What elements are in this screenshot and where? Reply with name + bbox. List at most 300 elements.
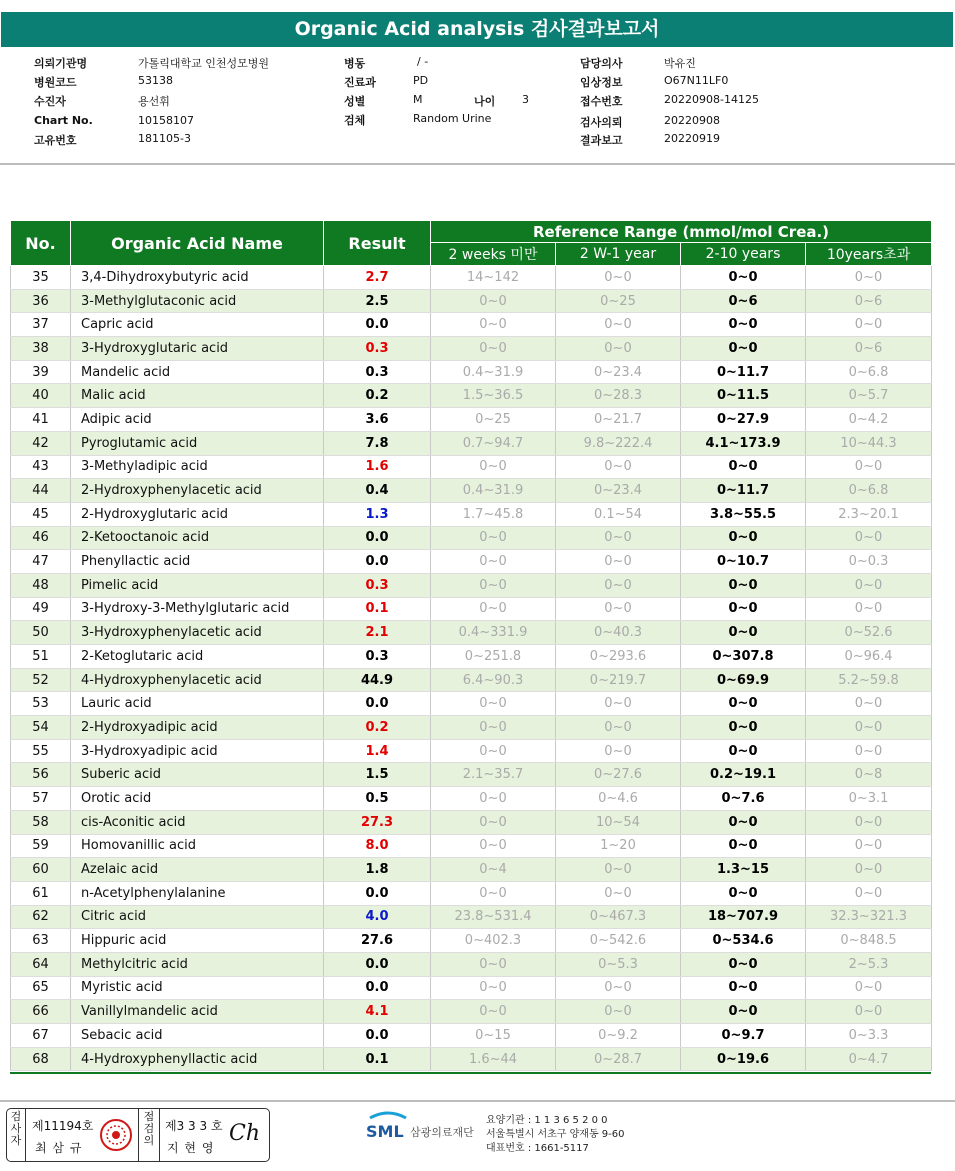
table-row	[11, 455, 932, 479]
ref-range-2w1y: 0~0	[556, 716, 681, 740]
report-date-value: 20220919	[664, 132, 720, 145]
ref-range-2w: 0~0	[431, 289, 556, 313]
row-number: 35	[11, 266, 71, 290]
ref-range-10y-plus: 0~0	[806, 455, 932, 479]
result-value: 0.0	[324, 526, 431, 550]
ref-range-2-10y: 3.8~55.5	[681, 502, 806, 526]
age-value: 3	[522, 93, 529, 106]
ref-range-2w: 0~0	[431, 550, 556, 574]
ref-range-2w: 0~0	[431, 455, 556, 479]
result-value: 0.0	[324, 550, 431, 574]
ref-range-2w1y: 0~40.3	[556, 621, 681, 645]
acid-name: cis-Aconitic acid	[71, 810, 324, 834]
ref-range-2-10y: 0~0	[681, 716, 806, 740]
ref-range-2-10y: 0.2~19.1	[681, 763, 806, 787]
table-row	[11, 858, 932, 882]
ref-range-2w1y: 0~219.7	[556, 668, 681, 692]
row-number: 63	[11, 929, 71, 953]
result-value: 1.5	[324, 763, 431, 787]
ref-range-2-10y: 0~534.6	[681, 929, 806, 953]
ref-range-2w: 0~0	[431, 810, 556, 834]
ref-range-10y-plus: 0~6	[806, 289, 932, 313]
unique-label: 고유번호	[34, 134, 77, 147]
acid-name: 3,4-Dihydroxybutyric acid	[71, 266, 324, 290]
hospital-label: 의뢰기관명	[34, 57, 88, 70]
acid-name: Capric acid	[71, 313, 324, 337]
ref-range-10y-plus: 2~5.3	[806, 952, 932, 976]
result-value: 1.4	[324, 739, 431, 763]
report-title: Organic Acid analysis 검사결과보고서	[1, 12, 953, 47]
sig-divider	[25, 1109, 26, 1161]
patient-value: 용선휘	[138, 95, 170, 108]
ward-label: 병동	[344, 57, 366, 70]
acid-name: Sebacic acid	[71, 1024, 324, 1048]
ref-range-2w: 0~0	[431, 337, 556, 361]
acid-name: 3-Hydroxyadipic acid	[71, 739, 324, 763]
table-row	[11, 313, 932, 337]
row-number: 54	[11, 716, 71, 740]
acid-name: Citric acid	[71, 905, 324, 929]
table-row	[11, 408, 932, 432]
row-number: 66	[11, 1000, 71, 1024]
ref-range-2-10y: 0~0	[681, 266, 806, 290]
ref-range-2w1y: 0.1~54	[556, 502, 681, 526]
result-value: 1.8	[324, 858, 431, 882]
table-row	[11, 621, 932, 645]
ref-range-2w: 0~0	[431, 526, 556, 550]
ref-range-2w1y: 0~28.7	[556, 1047, 681, 1071]
footer-divider	[0, 1100, 955, 1102]
ref-range-2w1y: 0~293.6	[556, 645, 681, 669]
ref-range-10y-plus: 0~3.3	[806, 1024, 932, 1048]
ref-range-2-10y: 0~0	[681, 337, 806, 361]
ref-range-10y-plus: 0~0	[806, 739, 932, 763]
signature: Ch	[229, 1121, 261, 1146]
result-value: 1.3	[324, 502, 431, 526]
header-divider	[0, 163, 955, 165]
ref-range-10y-plus: 10~44.3	[806, 431, 932, 455]
result-value: 0.3	[324, 573, 431, 597]
row-number: 61	[11, 881, 71, 905]
result-value: 2.1	[324, 621, 431, 645]
table-row	[11, 929, 932, 953]
ref-range-10y-plus: 0~8	[806, 763, 932, 787]
result-value: 0.3	[324, 645, 431, 669]
ref-range-2w1y: 0~23.4	[556, 360, 681, 384]
ref-range-2-10y: 0~0	[681, 692, 806, 716]
ref-range-2w: 0~0	[431, 1000, 556, 1024]
acid-name: 2-Hydroxyphenylacetic acid	[71, 479, 324, 503]
ref-range-2-10y: 0~0	[681, 739, 806, 763]
patient-label: 수진자	[34, 95, 66, 108]
table-row	[11, 597, 932, 621]
table-bottom-rule	[10, 1072, 931, 1074]
ref-range-10y-plus: 0~0	[806, 313, 932, 337]
checker-number: 제3 3 3 호	[165, 1119, 223, 1133]
acid-name: Mandelic acid	[71, 360, 324, 384]
row-number: 65	[11, 976, 71, 1000]
ref-range-10y-plus: 0~0	[806, 526, 932, 550]
ref-range-10y-plus: 2.3~20.1	[806, 502, 932, 526]
row-number: 44	[11, 479, 71, 503]
ref-range-10y-plus: 0~96.4	[806, 645, 932, 669]
signature-box	[6, 1108, 270, 1162]
ref-range-2-10y: 0~0	[681, 313, 806, 337]
ref-col-header: 2 W-1 year	[556, 243, 681, 266]
ref-range-2w: 6.4~90.3	[431, 668, 556, 692]
acid-name: 4-Hydroxyphenylacetic acid	[71, 668, 324, 692]
acid-name: 2-Ketooctanoic acid	[71, 526, 324, 550]
ref-range-2-10y: 0~0	[681, 455, 806, 479]
examiner-label: 검사자	[10, 1110, 22, 1147]
ref-range-2w: 0~251.8	[431, 645, 556, 669]
row-number: 39	[11, 360, 71, 384]
ref-range-2-10y: 0~69.9	[681, 668, 806, 692]
ref-range-2w: 0~0	[431, 573, 556, 597]
row-number: 58	[11, 810, 71, 834]
table-row	[11, 479, 932, 503]
ref-range-10y-plus: 0~5.7	[806, 384, 932, 408]
table-row	[11, 763, 932, 787]
result-value: 0.1	[324, 597, 431, 621]
ref-range-2w1y: 0~0	[556, 337, 681, 361]
ref-range-2-10y: 0~27.9	[681, 408, 806, 432]
ref-range-10y-plus: 0~6	[806, 337, 932, 361]
ref-range-10y-plus: 0~0	[806, 834, 932, 858]
acid-name: Lauric acid	[71, 692, 324, 716]
row-number: 57	[11, 787, 71, 811]
ref-range-2-10y: 0~7.6	[681, 787, 806, 811]
table-row	[11, 337, 932, 361]
result-value: 1.6	[324, 455, 431, 479]
ref-range-2w: 0~0	[431, 834, 556, 858]
dept-value: PD	[413, 74, 429, 87]
col-ref-header: Reference Range (mmol/mol Crea.)	[431, 221, 932, 243]
ref-range-10y-plus: 0~0	[806, 976, 932, 1000]
ref-range-2-10y: 0~11.7	[681, 360, 806, 384]
clinical-label: 임상정보	[580, 76, 623, 89]
result-value: 0.2	[324, 716, 431, 740]
row-number: 46	[11, 526, 71, 550]
table-row	[11, 1000, 932, 1024]
chart-value: 10158107	[138, 114, 194, 127]
result-value: 4.0	[324, 905, 431, 929]
ref-range-2w: 0~25	[431, 408, 556, 432]
ref-range-2-10y: 0~0	[681, 810, 806, 834]
row-number: 45	[11, 502, 71, 526]
ref-range-2w: 0~4	[431, 858, 556, 882]
table-row	[11, 834, 932, 858]
acid-name: Azelaic acid	[71, 858, 324, 882]
ref-range-2w1y: 0~0	[556, 692, 681, 716]
ref-range-10y-plus: 0~0	[806, 858, 932, 882]
table-row	[11, 976, 932, 1000]
result-value: 0.0	[324, 881, 431, 905]
sig-divider	[159, 1109, 160, 1161]
row-number: 36	[11, 289, 71, 313]
ref-range-2w1y: 0~23.4	[556, 479, 681, 503]
result-value: 0.0	[324, 692, 431, 716]
col-no-header: No.	[11, 221, 71, 266]
checker-label: 점검의	[143, 1110, 155, 1147]
ref-range-2w: 0~15	[431, 1024, 556, 1048]
request-value: 20220908	[664, 114, 720, 127]
result-value: 0.0	[324, 952, 431, 976]
table-row	[11, 431, 932, 455]
ref-col-header: 2-10 years	[681, 243, 806, 266]
row-number: 60	[11, 858, 71, 882]
result-value: 8.0	[324, 834, 431, 858]
acid-name: Orotic acid	[71, 787, 324, 811]
ref-range-2-10y: 0~6	[681, 289, 806, 313]
acid-name: 3-Methylglutaconic acid	[71, 289, 324, 313]
ref-range-2w1y: 0~0	[556, 976, 681, 1000]
ref-range-2w: 0~402.3	[431, 929, 556, 953]
sex-value: M	[413, 93, 423, 106]
result-value: 7.8	[324, 431, 431, 455]
result-value: 0.3	[324, 337, 431, 361]
address: 서울특별시 서초구 양재동 9-60	[486, 1129, 625, 1140]
hospital-value: 가톨릭대학교 인천성모병원	[138, 57, 270, 70]
table-row	[11, 881, 932, 905]
ref-range-10y-plus: 0~0	[806, 1000, 932, 1024]
row-number: 62	[11, 905, 71, 929]
ref-range-2w: 0.4~31.9	[431, 360, 556, 384]
acid-name: n-Acetylphenylalanine	[71, 881, 324, 905]
acid-name: Adipic acid	[71, 408, 324, 432]
acid-name: 3-Hydroxy-3-Methylglutaric acid	[71, 597, 324, 621]
ref-range-2w: 0~0	[431, 313, 556, 337]
acid-name: Vanillylmandelic acid	[71, 1000, 324, 1024]
row-number: 40	[11, 384, 71, 408]
table-row	[11, 384, 932, 408]
ref-range-2w1y: 0~28.3	[556, 384, 681, 408]
ref-range-2-10y: 4.1~173.9	[681, 431, 806, 455]
request-label: 검사의뢰	[580, 116, 623, 129]
ref-range-2-10y: 0~0	[681, 952, 806, 976]
org-name: 삼광의료재단	[410, 1126, 474, 1139]
ref-range-2w1y: 0~0	[556, 739, 681, 763]
acid-name: Homovanillic acid	[71, 834, 324, 858]
table-row	[11, 573, 932, 597]
ref-range-10y-plus: 0~52.6	[806, 621, 932, 645]
ref-range-2-10y: 0~11.5	[681, 384, 806, 408]
ref-range-10y-plus: 0~0	[806, 810, 932, 834]
doctor-label: 담당의사	[580, 57, 623, 70]
acid-name: Malic acid	[71, 384, 324, 408]
ref-range-2w1y: 0~0	[556, 526, 681, 550]
row-number: 51	[11, 645, 71, 669]
code-label: 병원코드	[34, 76, 77, 89]
ref-range-10y-plus: 32.3~321.3	[806, 905, 932, 929]
row-number: 55	[11, 739, 71, 763]
ref-range-2w1y: 0~21.7	[556, 408, 681, 432]
result-value: 0.0	[324, 976, 431, 1000]
acid-name: 3-Methyladipic acid	[71, 455, 324, 479]
ref-range-10y-plus: 0~0	[806, 716, 932, 740]
row-number: 43	[11, 455, 71, 479]
ref-range-10y-plus: 0~0	[806, 692, 932, 716]
table-row	[11, 289, 932, 313]
ref-range-10y-plus: 0~4.7	[806, 1047, 932, 1071]
result-value: 0.0	[324, 313, 431, 337]
result-value: 2.7	[324, 266, 431, 290]
age-label: 나이	[474, 95, 496, 108]
ref-range-2w1y: 0~0	[556, 573, 681, 597]
ref-range-2w: 0~0	[431, 787, 556, 811]
ref-range-2w1y: 0~0	[556, 858, 681, 882]
table-row	[11, 905, 932, 929]
org-contact	[486, 1114, 625, 1156]
table-row	[11, 739, 932, 763]
ref-range-10y-plus: 0~6.8	[806, 360, 932, 384]
row-number: 53	[11, 692, 71, 716]
table-row	[11, 1024, 932, 1048]
ref-col-header: 2 weeks 미만	[431, 243, 556, 266]
row-number: 41	[11, 408, 71, 432]
checker-name: 지 현 영	[167, 1141, 215, 1155]
result-value: 0.5	[324, 787, 431, 811]
ref-range-2w: 0.4~331.9	[431, 621, 556, 645]
ref-range-2w: 14~142	[431, 266, 556, 290]
table-row	[11, 787, 932, 811]
ref-range-2w1y: 1~20	[556, 834, 681, 858]
chart-label: Chart No.	[34, 114, 93, 127]
result-value: 44.9	[324, 668, 431, 692]
acid-name: 3-Hydroxyphenylacetic acid	[71, 621, 324, 645]
ref-range-2w: 0.7~94.7	[431, 431, 556, 455]
ref-range-2-10y: 0~19.6	[681, 1047, 806, 1071]
table-row	[11, 810, 932, 834]
specimen-label: 검체	[344, 114, 366, 127]
acid-name: Pimelic acid	[71, 573, 324, 597]
ref-range-2-10y: 0~0	[681, 621, 806, 645]
code-value: 53138	[138, 74, 173, 87]
report-date-label: 결과보고	[580, 134, 623, 147]
receipt-label: 접수번호	[580, 95, 623, 108]
sig-divider	[138, 1109, 139, 1161]
row-number: 47	[11, 550, 71, 574]
ref-range-2w: 1.5~36.5	[431, 384, 556, 408]
sex-label: 성별	[344, 95, 366, 108]
result-value: 27.3	[324, 810, 431, 834]
ref-range-2-10y: 0~0	[681, 597, 806, 621]
table-row	[11, 266, 932, 290]
ref-range-2w: 0~0	[431, 952, 556, 976]
ref-range-10y-plus: 0~0	[806, 597, 932, 621]
ref-range-2w1y: 0~0	[556, 455, 681, 479]
row-number: 48	[11, 573, 71, 597]
ref-range-10y-plus: 0~3.1	[806, 787, 932, 811]
row-number: 59	[11, 834, 71, 858]
ref-range-2w1y: 0~4.6	[556, 787, 681, 811]
ref-range-10y-plus: 5.2~59.8	[806, 668, 932, 692]
acid-name: 2-Hydroxyglutaric acid	[71, 502, 324, 526]
ref-range-2-10y: 18~707.9	[681, 905, 806, 929]
result-value: 0.0	[324, 1024, 431, 1048]
ref-range-10y-plus: 0~0	[806, 573, 932, 597]
ref-range-2w1y: 0~25	[556, 289, 681, 313]
row-number: 56	[11, 763, 71, 787]
ward-value: / -	[417, 55, 429, 68]
table-row	[11, 716, 932, 740]
ref-range-2w1y: 0~5.3	[556, 952, 681, 976]
result-value: 0.4	[324, 479, 431, 503]
acid-name: 2-Hydroxyadipic acid	[71, 716, 324, 740]
ref-range-2-10y: 1.3~15	[681, 858, 806, 882]
acid-name: Myristic acid	[71, 976, 324, 1000]
result-value: 3.6	[324, 408, 431, 432]
row-number: 64	[11, 952, 71, 976]
table-row	[11, 1047, 932, 1071]
ref-range-2-10y: 0~0	[681, 834, 806, 858]
row-number: 42	[11, 431, 71, 455]
ref-range-2-10y: 0~9.7	[681, 1024, 806, 1048]
table-row	[11, 645, 932, 669]
ref-range-2w1y: 9.8~222.4	[556, 431, 681, 455]
ref-range-2-10y: 0~0	[681, 1000, 806, 1024]
ref-range-2w1y: 0~0	[556, 881, 681, 905]
row-number: 67	[11, 1024, 71, 1048]
ref-range-2-10y: 0~11.7	[681, 479, 806, 503]
acid-name: 3-Hydroxyglutaric acid	[71, 337, 324, 361]
examiner-name: 최 삼 규	[35, 1141, 83, 1155]
ref-range-2w1y: 0~467.3	[556, 905, 681, 929]
ref-range-2w: 0~0	[431, 597, 556, 621]
result-value: 0.1	[324, 1047, 431, 1071]
ref-range-2-10y: 0~0	[681, 526, 806, 550]
ref-range-2w: 1.7~45.8	[431, 502, 556, 526]
ref-range-2w: 0.4~31.9	[431, 479, 556, 503]
ref-range-2w1y: 0~9.2	[556, 1024, 681, 1048]
ref-range-2w: 0~0	[431, 716, 556, 740]
ref-range-2-10y: 0~0	[681, 573, 806, 597]
specimen-value: Random Urine	[413, 112, 492, 125]
ref-range-10y-plus: 0~4.2	[806, 408, 932, 432]
row-number: 52	[11, 668, 71, 692]
ref-range-2w: 1.6~44	[431, 1047, 556, 1071]
ref-range-2w1y: 10~54	[556, 810, 681, 834]
row-number: 38	[11, 337, 71, 361]
acid-name: 2-Ketoglutaric acid	[71, 645, 324, 669]
dept-label: 진료과	[344, 76, 376, 89]
ref-range-2w: 0~0	[431, 881, 556, 905]
table-row	[11, 526, 932, 550]
ref-col-header: 10years초과	[806, 243, 932, 266]
result-value: 27.6	[324, 929, 431, 953]
ref-range-2w1y: 0~0	[556, 550, 681, 574]
acid-name: Phenyllactic acid	[71, 550, 324, 574]
sml-logo-text: SML	[366, 1122, 404, 1141]
table-row	[11, 952, 932, 976]
ref-range-2w1y: 0~0	[556, 1000, 681, 1024]
table-row	[11, 668, 932, 692]
ref-range-2w: 23.8~531.4	[431, 905, 556, 929]
agency-number: 요양기관 : 1 1 3 6 5 2 0 0	[486, 1115, 608, 1126]
ref-range-10y-plus: 0~0.3	[806, 550, 932, 574]
table-row	[11, 692, 932, 716]
result-value: 0.3	[324, 360, 431, 384]
doctor-value: 박유진	[664, 57, 696, 70]
ref-range-2w: 0~0	[431, 976, 556, 1000]
ref-range-10y-plus: 0~6.8	[806, 479, 932, 503]
clinical-value: O67N11LF0	[664, 74, 729, 87]
table-row	[11, 360, 932, 384]
table-row	[11, 550, 932, 574]
results-table	[10, 220, 932, 1071]
result-value: 0.2	[324, 384, 431, 408]
seal-stamp-icon	[99, 1118, 133, 1152]
